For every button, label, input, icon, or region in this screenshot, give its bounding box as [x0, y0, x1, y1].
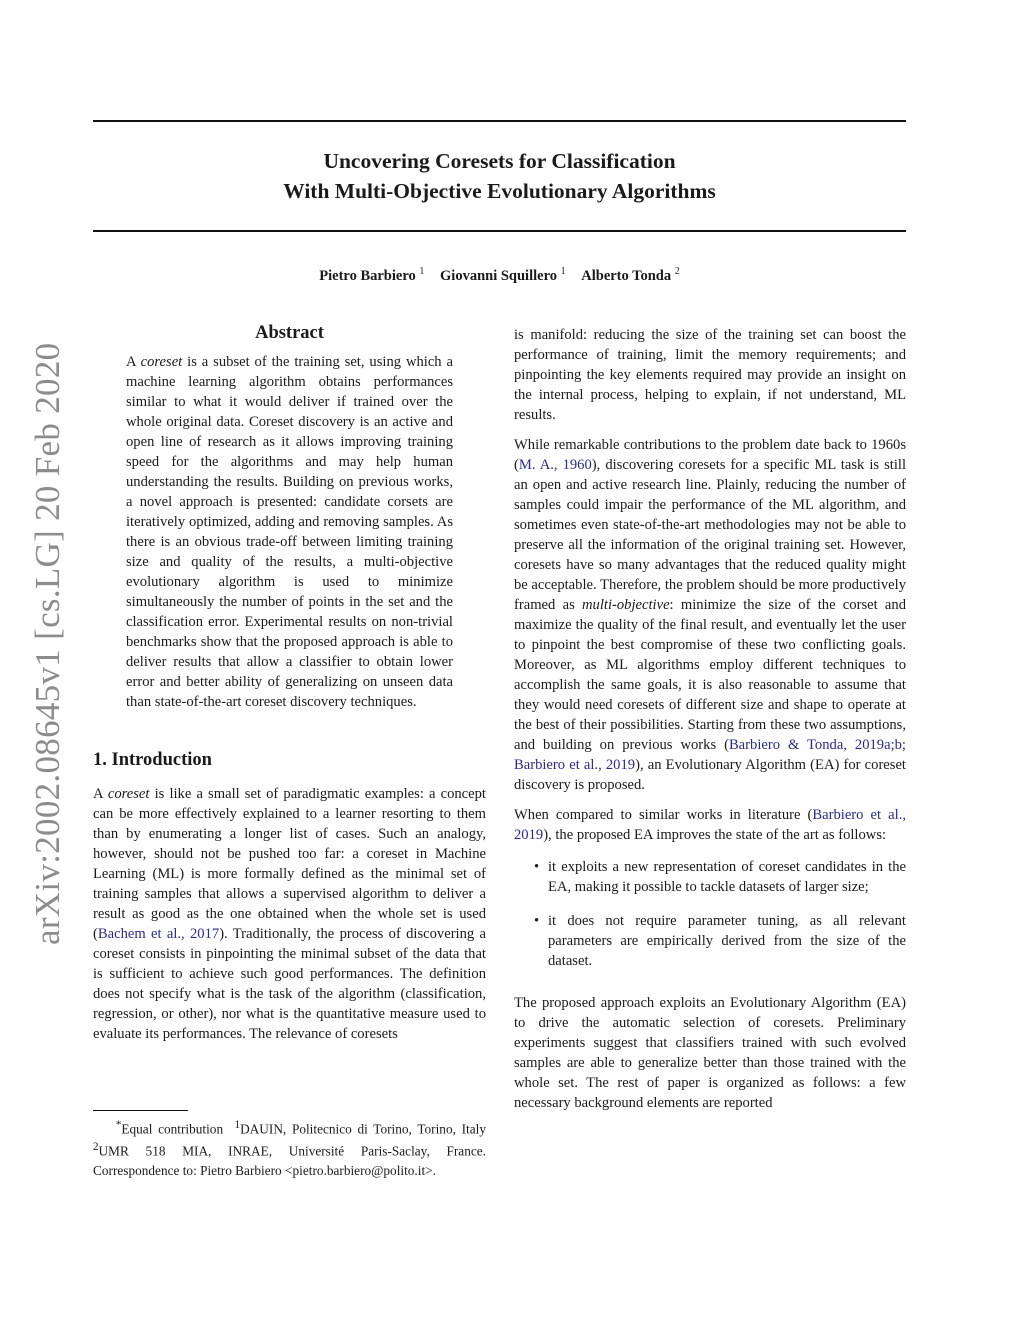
- bullet-icon: •: [534, 913, 540, 929]
- author-3: Alberto Tonda $^2$: [581, 266, 680, 284]
- citation-barbiero-et-al-2019[interactable]: Barbiero et al., 2019: [514, 807, 906, 843]
- abstract-heading: Abstract: [255, 323, 324, 343]
- footnote-text: *Equal contribution $^1$DAUIN, Politecnico di Torino, Torino, Italy $^2$UMR 518 MIA, INRAE, Université Paris-Saclay, France. Correspondence to: Pietro Barbiero <pietro.barbiero@polito.it>.: [93, 1119, 486, 1178]
- author-2: Giovanni Squillero $^1$: [440, 266, 566, 284]
- right-column: [514, 325, 906, 1123]
- footnote-rule: [93, 1110, 188, 1111]
- citation-bachem-2017[interactable]: Bachem et al., 2017: [97, 926, 220, 942]
- intro-paragraph-3: When compared to similar works in literature (Barbiero et al., 2019), the proposed EA improves the state of the art as follows:: [514, 807, 906, 843]
- bullet-icon: •: [534, 859, 540, 875]
- intro-paragraph-2: While remarkable contributions to the problem date back to 1960s (M. A., 1960), discovering coresets for a specific ML task is still an open and active research line. Plainly, reducing the number of samples could impair the performance of the ML algorithm, and sometimes even state-of-the-art methodologies may not be able to preserve all the information of the original training set. However, coresets have so many advantages that the reduced quality might be acceptable. Therefore, the problem should be more productively framed as multi-objective: minimize the size of the corset and maximize the quality of the final result, and eventually let the user to pinpoint the best compromise of these two conflicting goals. Moreover, as ML algorithms employ different techniques to accomplish the same goals, it is also reasonable to assume that they would need coresets of different size and shape to operate at the best of their possibilities. Starting from these two assumptions, and building on previous works (Barbiero & Tonda, 2019a;b; Barbiero et al., 2019), an Evolutionary Algorithm (EA) for coreset discovery is proposed.: [514, 437, 907, 793]
- title-line-2: With Multi-Objective Evolutionary Algorithms: [283, 179, 716, 203]
- intro-paragraph-1-continued: is manifold: reducing the size of the training set can boost the performance of training, limit the memory requirements; and pinpointing the key elements required may provide an insight on the internal process, helping to explain, if not understand, ML results.: [514, 327, 906, 423]
- abstract-body: A coreset is a subset of the training set, using which a machine learning algorithm obtains performances similar to what it would deliver if trained over the whole original data. Coreset discovery is an active and open line of research as it allows improving training speed for the algorithms and may help human understanding the results. Building on previous works, a novel approach is presented: candidate corsets are iteratively optimized, adding and removing samples. As there is an obvious trade-off between limiting training size and quality of the results, a multi-objective evolutionary algorithm is used to minimize simultaneously the number of points in the set and the classification error. Experimental results on non-trivial benchmarks show that the proposed approach is able to deliver results that allow a classifier to obtain lower error and better ability of generalizing on unseen data than state-of-the-art coreset discovery techniques.: [126, 354, 453, 710]
- title-line-1: Uncovering Coresets for Classification: [323, 149, 676, 173]
- footnotes: [93, 1110, 486, 1180]
- introduction-heading: 1. Introduction: [93, 750, 212, 770]
- contribution-list: [514, 857, 906, 971]
- author-1: Pietro Barbiero $^1$: [319, 266, 425, 284]
- citation-barbiero-2019[interactable]: Barbiero & Tonda, 2019a;b; Barbiero et al., 2019: [514, 737, 906, 773]
- paper-title: [93, 146, 906, 206]
- list-item: • it does not require parameter tuning, as all relevant parameters are empirically derived from the size of the dataset.: [534, 913, 906, 969]
- intro-paragraph-1: A coreset is like a small set of paradigmatic examples: a concept can be more effectively explained to a learner resorting to them than by enumerating a longer list of cases. Such an analogy, however, should not be pushed too far: a coreset in Machine Learning (ML) is more formally defined as the minimal set of training samples that allows a supervised algorithm to deliver a result as good as the one obtained when the whole set is used (Bachem et al., 2017). Traditionally, the process of discovering a coreset consists in pinpointing the minimal subset of the data that is sufficient to achieve such good performances. The definition does not specify what is the task of the algorithm (classification, regression, or other), nor what is the quantitative measure used to evaluate its performances. The relevance of coresets: [93, 786, 486, 1042]
- title-bottom-rule: [93, 230, 906, 232]
- citation-ma-1960[interactable]: M. A., 1960: [518, 457, 592, 473]
- arxiv-identifier-stamp: arXiv:2002.08645v1 [cs.LG] 20 Feb 2020: [28, 342, 67, 945]
- intro-paragraph-4: The proposed approach exploits an Evolutionary Algorithm (EA) to drive the automatic selection of coresets. Preliminary experiments suggest that classifiers trained with such evolved samples are able to generalize better than those trained with the whole set. The rest of paper is organized as follows: a few necessary background elements are reported: [514, 995, 906, 1111]
- title-top-rule: [93, 120, 906, 122]
- left-column: [93, 320, 486, 1044]
- list-item: • it exploits a new representation of coreset candidates in the EA, making it possible to tackle datasets of larger size;: [534, 859, 906, 895]
- author-list: [93, 266, 906, 285]
